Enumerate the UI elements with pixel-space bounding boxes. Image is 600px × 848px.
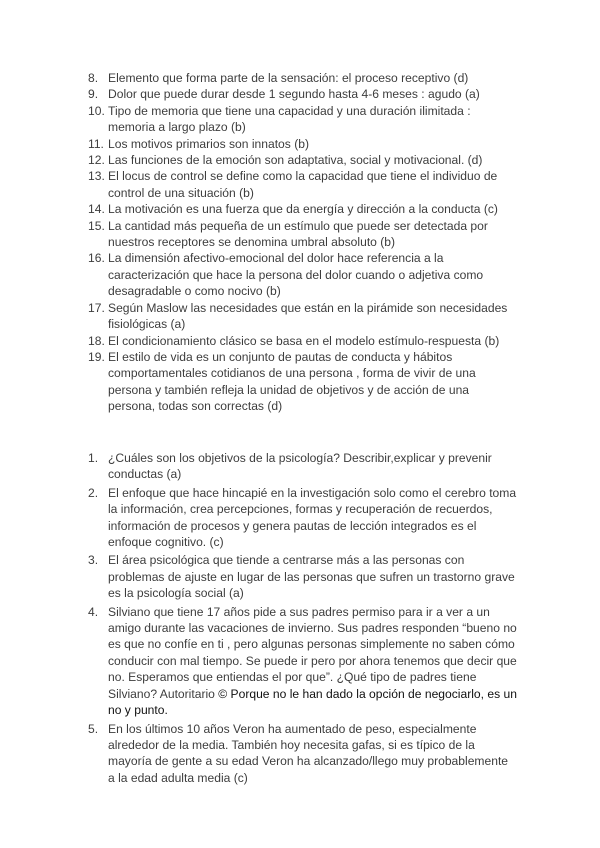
item-text: El área psicológica que tiende a centrarse más a las personas con problemas de ajuste en lugar de las personas que sufren un trastorno grave es la psicología social (a) [108, 553, 515, 601]
item-text: Las funciones de la emoción son adaptativa, social y motivacional. (d) [108, 153, 483, 168]
item-number: 17. [88, 300, 105, 315]
item-text: Elemento que forma parte de la sensación: el proceso receptivo (d) [108, 71, 469, 85]
item-text: En los últimos 10 años Veron ha aumentado de peso, especialmente alrededor de la media. También hoy necesita gafas, si es típico de la mayoría de gente a su edad Veron ha alcanzado/llego muy probablemente a la edad adulta media (c) [108, 721, 509, 785]
item-number: 3. [88, 553, 99, 568]
list-item [88, 201, 518, 217]
item-text: Dolor que puede durar desde 1 segundo hasta 4-6 meses : agudo (a) [108, 87, 480, 102]
list-item [88, 152, 518, 168]
list-item [88, 250, 518, 299]
list-item [88, 300, 518, 333]
item-number: 1. [88, 451, 99, 465]
list-item [88, 552, 518, 601]
item-number: 12. [88, 153, 105, 168]
answer-list-continued [88, 70, 518, 415]
question-list [88, 450, 518, 786]
item-number: 8. [88, 71, 99, 85]
list-item [88, 450, 518, 483]
item-text: Según Maslow las necesidades que están en la pirámide son necesidades fisiológicas (a) [108, 300, 508, 332]
list-item [88, 721, 518, 787]
list-item [88, 333, 518, 349]
item-text: Los motivos primarios son innatos (b) [108, 136, 309, 151]
list-item [88, 86, 518, 102]
item-number: 15. [88, 218, 105, 233]
item-number: 13. [88, 169, 105, 184]
item-text: ¿Cuáles son los objetivos de la psicología? Describir,explicar y prevenir conductas (a) [108, 451, 492, 482]
item-number: 19. [88, 349, 105, 364]
list-item [88, 218, 518, 251]
item-text: La cantidad más pequeña de un estímulo que puede ser detectada por nuestros receptores se denomina umbral absoluto (b) [108, 218, 488, 250]
list-item [88, 136, 518, 152]
list-item [88, 349, 518, 415]
list-item [88, 168, 518, 201]
item-number: 14. [88, 202, 105, 217]
list-item [88, 70, 518, 86]
item-text: La dimensión afectivo-emocional del dolor hace referencia a la caracterización que hace la persona del dolor cuando o adjetiva como desagradable o como nocivo (b) [108, 251, 484, 299]
item-text: El enfoque que hace hincapié en la investigación solo como el cerebro toma la información, crea percepciones, formas y recuperación de recuerdos, información de procesos y genera pautas de lección integrados es el enfoque cognitivo. (c) [108, 485, 517, 550]
item-text: El locus de control se define como la capacidad que tiene el individuo de control de una situación (b) [108, 169, 498, 200]
item-number: 2. [88, 485, 99, 500]
item-number: 11. [88, 136, 104, 151]
item-number: 5. [88, 721, 99, 736]
item-text: El condicionamiento clásico se basa en el modelo estímulo-respuesta (b) [108, 333, 500, 348]
item-number: 4. [88, 604, 99, 619]
item-number: 10. [88, 103, 105, 118]
list-item [88, 103, 518, 136]
list-item [88, 485, 518, 551]
item-text: Silviano que tiene 17 años pide a sus padres permiso para ir a ver a un amigo durante las vacaciones de invierno. Sus padres responden “bueno no es que no confíe en ti , pero algunas personas simplemente no saben cómo conducir con mal tiempo. Se puede ir pero por ahora tenemos que decir que no. Esperamos que entiendas el por que”. ¿Qué tipo de padres tiene Silviano? Autoritario [108, 604, 517, 701]
list-item [88, 604, 518, 719]
answer-explanation: © Porque no le han dado la opción de negociarlo, es un no y punto. [108, 686, 517, 718]
item-text: El estilo de vida es un conjunto de pautas de conducta y hábitos comportamentales cotidianos de una persona , forma de vivir de una persona y también refleja la unidad de objetivos y de acción de una persona, todas son correctas (d) [108, 349, 476, 414]
item-text: Tipo de memoria que tiene una capacidad y una duración ilimitada : memoria a largo plazo (b) [108, 103, 471, 135]
item-number: 9. [88, 87, 99, 102]
item-number: 16. [88, 251, 105, 266]
item-number: 18. [88, 333, 105, 348]
item-text: La motivación es una fuerza que da energía y dirección a la conducta (c) [108, 202, 498, 217]
